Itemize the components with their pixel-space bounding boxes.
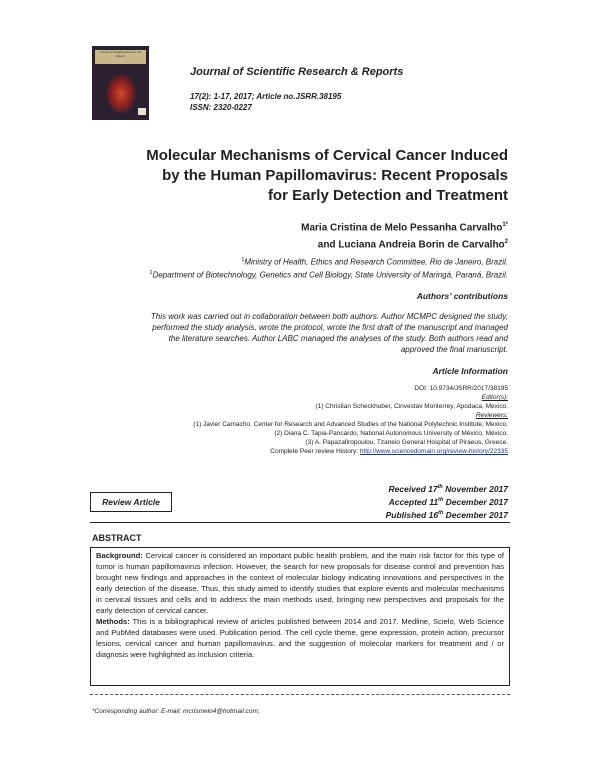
footnote-divider xyxy=(90,694,510,695)
author xyxy=(301,218,508,235)
journal-cover-image xyxy=(92,46,149,120)
review-history-link[interactable]: http://www.sciencedomain.org/review-history/22335 xyxy=(359,448,508,455)
journal-meta xyxy=(190,91,341,113)
date-text: Accepted 11 xyxy=(388,496,439,507)
cover-title-text: Journal of Scientific Research and Reports xyxy=(99,50,142,58)
abstract-background-label: Background: xyxy=(96,551,143,560)
title-line: Molecular Mechanisms of Cervical Cancer Induced xyxy=(146,147,508,164)
title-line: by the Human Papillomavirus: Recent Proposals xyxy=(162,167,508,184)
date-text: Published 16 xyxy=(385,509,439,520)
abstract-background xyxy=(96,550,504,616)
reviewer-entry: (2) Diana C. Tapia-Pancardo, National Autonomous University of México, México. xyxy=(274,430,508,437)
article-type-badge: Review Article xyxy=(90,492,172,512)
abstract-methods-text: This is a bibliographical review of articles published between 2014 and 2017. Medline, Scielo, Web Science and PubMed databases were used. Publication period. The cell cycle theme, gene expression, protein action, precursor lesions, cervical cancer and human papillomavirus, and the suggestion of molecular markers for treatment and / or diagnosis were highlighted as inclusion criteria. xyxy=(96,617,504,659)
abstract-background-text: Cervical cancer is considered an important public health problem, and the main risk factor for this type of tumor is human papillomavirus infection. However, the search for new proposals for disease control and prevention has brought new findings and approaches in the context of molecular biology indicating innovations and perspectives in the early detection of the disease. Thus, this study aimed to identify studies that explore events and molecular mechanisms in cervical tissues and cells and to address the main methods used, bringing new perspectives and proposals for the early detection of cervical cancer. xyxy=(96,551,504,615)
abstract-box xyxy=(90,547,510,686)
corresponding-author-footnote: *Corresponding author: E-mail: mcrismelo4@hotmail.com; xyxy=(92,708,260,715)
date-text: Received 17 xyxy=(388,483,438,494)
affiliation xyxy=(150,268,508,281)
abstract-heading: ABSTRACT xyxy=(92,533,142,543)
section-divider xyxy=(90,522,510,523)
date-published xyxy=(386,508,508,521)
contributions-line: approved the final manuscript. xyxy=(400,345,508,354)
author-name: Maria Cristina de Melo Pessanha Carvalho xyxy=(301,222,503,234)
contributions-line: performed the study analysis, wrote the protocol, wrote the first draft of the manuscript and managed xyxy=(152,323,508,332)
editors-label: Editor(s): xyxy=(481,394,508,401)
reviewer-entry: (3) A. Papazafiropoulou, Tzaneio General Hospital of Piraeus, Greece. xyxy=(305,439,508,446)
article-info xyxy=(193,384,508,456)
date-accepted xyxy=(386,495,508,508)
review-history xyxy=(193,447,508,456)
editor-entry: (1) Christian Scheckhuber, Cinvestav Monterrey, Apodaca, Mexico. xyxy=(315,403,508,410)
contributions-heading: Authors’ contributions xyxy=(416,291,508,301)
abstract-methods xyxy=(96,616,504,660)
title-line: for Early Detection and Treatment xyxy=(267,187,508,204)
author-marker: 1* xyxy=(502,222,508,228)
journal-citation: 17(2): 1-17, 2017; Article no.JSRR.38195 xyxy=(190,92,342,101)
date-received xyxy=(386,482,508,495)
reviewers-label: Reviewers: xyxy=(475,412,508,419)
date-text: November 2017 xyxy=(442,483,508,494)
contributions-line: This work was carried out in collaboration between both authors. Author MCMPC designed the study, xyxy=(150,312,508,321)
date-suffix: th xyxy=(438,496,444,503)
doi: DOI: 10.9734/JSRR/2017/38195 xyxy=(414,385,508,392)
cover-title-band xyxy=(95,50,146,64)
author-list xyxy=(301,218,508,253)
journal-name: Journal of Scientific Research & Reports xyxy=(190,66,404,78)
date-suffix: th xyxy=(437,484,443,490)
article-info-heading: Article Information xyxy=(432,366,508,376)
paper-title xyxy=(88,146,508,206)
contributions-line: the literature searches. Author LABC managed the analyses of the study. Both authors read and xyxy=(168,334,508,343)
date-suffix: th xyxy=(438,509,444,516)
affiliation-marker: 2 xyxy=(149,269,153,276)
author xyxy=(301,235,508,252)
author-name: and Luciana Andreia Borin de Carvalho xyxy=(317,239,505,251)
affiliation-text: Department of Biotechnology, Genetics and Cell Biology, State University of Maringá, Paraná, Brazil. xyxy=(152,270,508,280)
cover-publisher-logo xyxy=(138,108,146,115)
author-marker: 2 xyxy=(504,239,508,246)
date-text: December 2017 xyxy=(443,496,508,507)
review-history-label: Complete Peer review History: xyxy=(270,448,359,455)
publication-dates xyxy=(386,482,508,520)
affiliation-text: Ministry of Health, Ethics and Research Committee, Rio de Janeiro, Brazil. xyxy=(244,257,508,267)
cover-artwork xyxy=(106,74,136,114)
reviewer-entry: (1) Javier Camacho, Center for Research and Advanced Studies of the National Polytechnic Institute, Mexico. xyxy=(193,421,508,428)
date-text: December 2017 xyxy=(443,509,508,520)
abstract-methods-label: Methods: xyxy=(96,617,130,626)
contributions-text xyxy=(90,311,508,355)
affiliation xyxy=(150,255,508,268)
affiliations xyxy=(150,255,508,280)
affiliation-marker: 1 xyxy=(241,257,245,263)
journal-issn: ISSN: 2320-0227 xyxy=(190,103,252,112)
